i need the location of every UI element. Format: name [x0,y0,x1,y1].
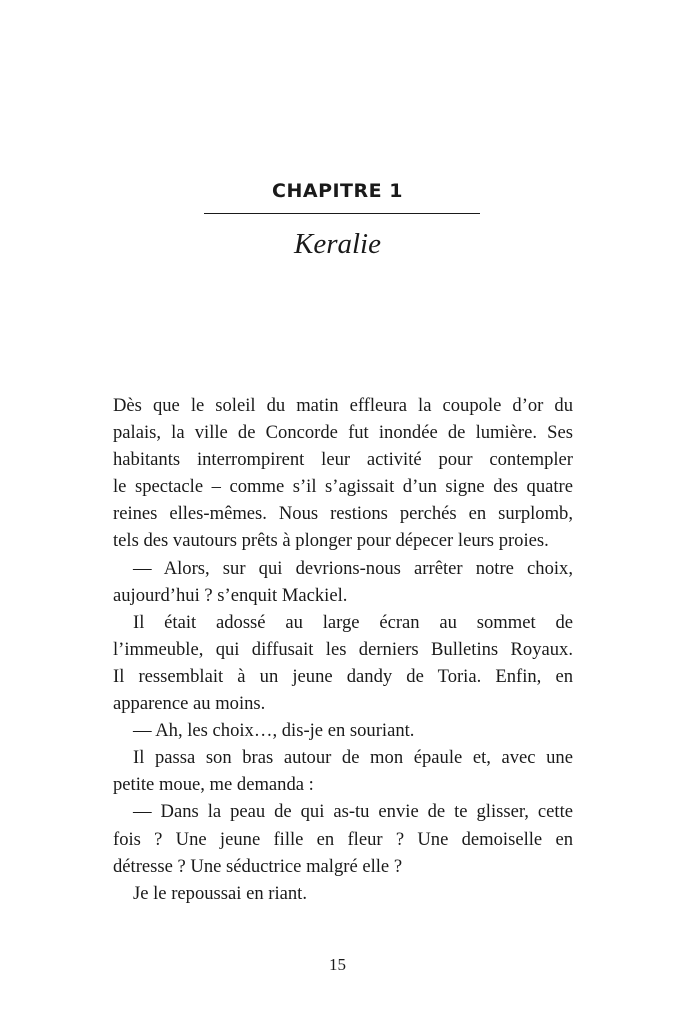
text-line: détresse ? Une séductrice malgré elle ? [113,855,403,877]
text-line: palais, la ville de Concorde fut inondée de lumière. Ses [113,422,573,444]
page-number: 15 [329,955,346,974]
chapter-rule [204,213,480,214]
body-text [113,392,573,907]
text-line: fois ? Une jeune fille en fleur ? Une demoiselle en [113,828,573,850]
text-line: l’immeuble, qui diffusait les derniers Bulletins Royaux. [113,638,573,660]
text-line: Il était adossé au large écran au sommet de [133,611,573,633]
text-line: tels des vautours prêts à plonger pour dépecer leurs proies. [113,530,549,552]
text-line: petite moue, me demanda : [113,774,314,796]
text-line: — Dans la peau de qui as-tu envie de te glisser, cette [133,801,573,823]
text-line: Il passa son bras autour de mon épaule et, avec une [133,747,573,769]
text-line: — Alors, sur qui devrions-nous arrêter notre choix, [133,557,573,579]
text-line: Il ressemblait à un jeune dandy de Toria. Enfin, en [113,665,573,687]
chapter-label: CHAPITRE 1 [272,180,403,202]
text-line: le spectacle – comme s’il s’agissait d’un signe des quatre [113,476,573,498]
text-line: aujourd’hui ? s’enquit Mackiel. [113,584,348,606]
text-line: reines elles-mêmes. Nous restions perchés en surplomb, [113,503,573,525]
text-line: apparence au moins. [113,693,266,715]
text-line: — Ah, les choix…, dis-je en souriant. [133,720,415,742]
chapter-title: Keralie [294,228,381,260]
text-line: Je le repoussai en riant. [133,882,307,904]
text-line: Dès que le soleil du matin effleura la coupole d’or du [113,395,573,416]
text-line: habitants interrompirent leur activité pour contempler [113,449,573,471]
